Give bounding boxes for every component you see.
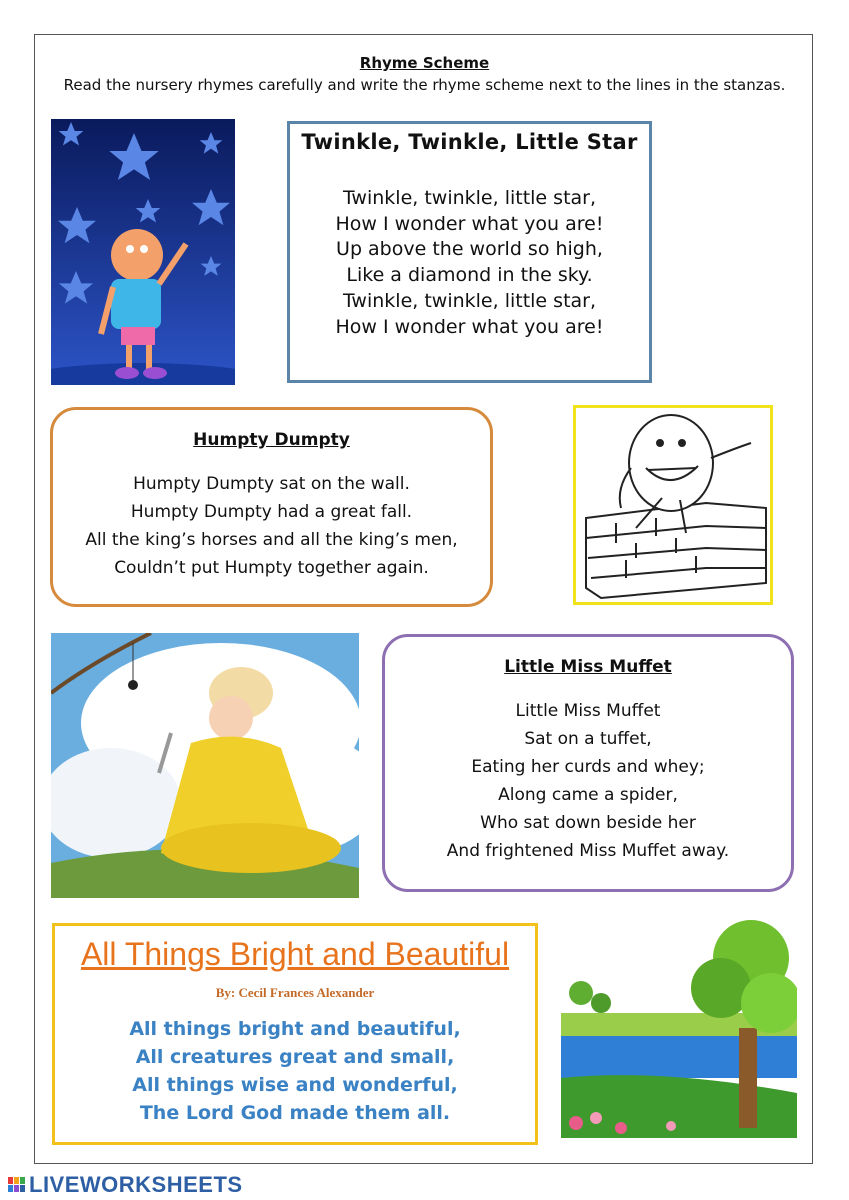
poem-line: Eating her curds and whey; [471, 757, 705, 777]
poem-title-bright: All Things Bright and Beautiful [80, 936, 510, 972]
poem-line: All the king’s horses and all the king’s men, [85, 530, 458, 550]
humpty-dumpty-illustration [573, 405, 773, 605]
poem-line: The Lord God made them all. [139, 1102, 451, 1124]
poem-line: Twinkle, twinkle, little star, [342, 289, 597, 312]
worksheet-instructions: Read the nursery rhymes carefully and write the rhyme scheme next to the lines in the stanzas. [63, 76, 786, 94]
poem-lines-bright [55, 1015, 535, 1127]
poem-card-twinkle [287, 121, 652, 383]
poem-line: Humpty Dumpty had a great fall. [130, 502, 413, 522]
worksheet-title: Rhyme Scheme [359, 54, 490, 72]
poem-line: Who sat down beside her [480, 813, 696, 833]
poem-card-humpty [50, 407, 493, 607]
liveworksheets-logo [8, 1172, 243, 1198]
poem-line: How I wonder what you are! [335, 315, 604, 338]
poem-byline-bright: By: Cecil Frances Alexander [215, 985, 375, 1000]
poem-line: Twinkle, twinkle, little star, [342, 187, 597, 209]
poem-card-bright-beautiful [52, 923, 538, 1145]
poem-lines-humpty [53, 470, 490, 582]
poem-lines-muffet [385, 697, 791, 865]
poem-line: Up above the world so high, [336, 238, 603, 261]
poem-title-twinkle: Twinkle, Twinkle, Little Star [301, 130, 638, 154]
poem-line: How I wonder what you are! [335, 212, 604, 235]
lake-tree-illustration [561, 918, 797, 1138]
poem-line: All things wise and wonderful, [132, 1074, 458, 1096]
poem-line: And frightened Miss Muffet away. [446, 841, 730, 861]
little-miss-muffet-illustration [51, 633, 359, 898]
poem-line: Like a diamond in the sky. [346, 264, 593, 287]
poem-card-muffet [382, 634, 794, 892]
poem-line: Sat on a tuffet, [524, 729, 652, 749]
poem-line: Couldn’t put Humpty together again. [114, 558, 429, 578]
poem-line: Little Miss Muffet [515, 701, 661, 721]
poem-line: All creatures great and small, [135, 1046, 455, 1068]
poem-line: All things bright and beautiful, [129, 1018, 461, 1040]
liveworksheets-mark-icon [8, 1173, 26, 1189]
liveworksheets-brand-text: LIVEWORKSHEETS [29, 1172, 243, 1197]
poem-title-muffet: Little Miss Muffet [504, 657, 672, 677]
poem-lines-twinkle [290, 186, 649, 340]
poem-line: Along came a spider, [498, 785, 678, 805]
star-gazing-boy-illustration [51, 119, 235, 385]
poem-title-humpty: Humpty Dumpty [193, 430, 350, 450]
poem-line: Humpty Dumpty sat on the wall. [133, 474, 410, 494]
